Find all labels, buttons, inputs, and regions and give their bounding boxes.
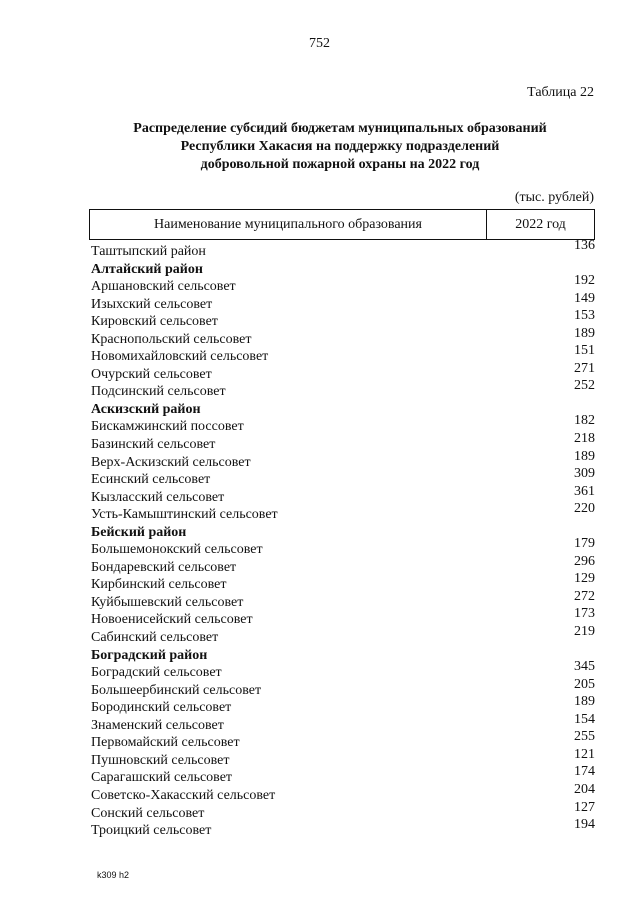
- table-row: [89, 799, 595, 821]
- table-row: [89, 624, 595, 646]
- municipality-name: Бородинский сельсовет: [91, 700, 232, 716]
- municipality-name: Первомайский сельсовет: [91, 735, 240, 751]
- title-line: Распределение субсидий бюджетам муниципальных образований: [133, 121, 547, 136]
- table-row: [89, 413, 595, 435]
- subsidy-value: 174: [574, 764, 595, 780]
- district-row: [89, 259, 595, 277]
- municipality-name: Большемонокский сельсовет: [91, 542, 263, 558]
- table-row: [89, 571, 595, 593]
- district-name: Алтайский район: [91, 261, 203, 277]
- name-column-header: Наименование муниципального образования: [90, 210, 487, 239]
- municipality-name: Очурский сельсовет: [91, 366, 212, 382]
- municipality-name: Новомихайловский сельсовет: [91, 349, 269, 365]
- district-row: [89, 645, 595, 663]
- subsidy-value: 205: [574, 676, 595, 692]
- municipality-name: Бискамжинский поссовет: [91, 419, 244, 435]
- table-row: [89, 501, 595, 523]
- municipality-name: Советско-Хакасский сельсовет: [91, 787, 276, 803]
- table-row: [89, 606, 595, 628]
- subsidy-value: 219: [574, 624, 595, 640]
- table-row: [89, 448, 595, 470]
- table-row: [89, 238, 595, 259]
- table-row: [89, 483, 595, 505]
- district-row: [89, 522, 595, 540]
- municipality-name: Есинский сельсовет: [91, 472, 211, 488]
- municipality-name: Бондаревский сельсовет: [91, 559, 237, 575]
- subsidy-value: 121: [574, 746, 595, 762]
- subsidy-value: 271: [574, 360, 595, 376]
- table-row: [89, 729, 595, 751]
- subsidy-value: 154: [574, 711, 595, 727]
- municipality-name: Куйбышевский сельсовет: [91, 594, 244, 610]
- table-row: [89, 431, 595, 453]
- municipality-name: Большеербинский сельсовет: [91, 682, 262, 698]
- page-number: 752: [309, 36, 330, 51]
- table-row: [89, 378, 595, 400]
- table-row: [89, 694, 595, 716]
- subsidy-value: 255: [574, 729, 595, 745]
- subsidy-value: 345: [574, 659, 595, 675]
- footer-code: k309 h2: [97, 870, 130, 880]
- table-row: [89, 711, 595, 733]
- subsidy-value: 189: [574, 448, 595, 464]
- table-row: [89, 659, 595, 681]
- table-row: [89, 676, 595, 698]
- subsidy-value: 127: [574, 799, 595, 815]
- subsidy-value: 136: [574, 238, 595, 253]
- municipality-name: Новоенисейский сельсовет: [91, 612, 253, 628]
- subsidy-value: 151: [574, 343, 595, 359]
- table-body: [89, 238, 595, 839]
- table-row: [89, 343, 595, 365]
- subsidy-value: 309: [574, 466, 595, 482]
- table-row: [89, 764, 595, 786]
- table-row: [89, 325, 595, 347]
- units-label: (тыс. рублей): [514, 190, 594, 205]
- subsidy-value: 218: [574, 431, 595, 447]
- subsidy-value: 220: [574, 501, 595, 517]
- district-name: Аскизский район: [91, 401, 201, 417]
- table-row: [89, 817, 595, 839]
- subsidy-value: 179: [574, 536, 595, 552]
- municipality-name: Таштыпский район: [91, 244, 206, 259]
- municipality-name: Сабинский сельсовет: [91, 630, 219, 646]
- title-line: добровольной пожарной охраны на 2022 год: [200, 157, 480, 172]
- table-row: [89, 588, 595, 610]
- subsidy-value: 361: [574, 483, 595, 499]
- municipality-name: Знаменский сельсовет: [91, 717, 224, 733]
- municipality-name: Кирбинский сельсовет: [91, 577, 227, 593]
- subsidy-value: 173: [574, 606, 595, 622]
- municipality-name: Аршановский сельсовет: [91, 279, 236, 295]
- municipality-name: Пушновский сельсовет: [91, 752, 230, 768]
- table-row: [89, 308, 595, 330]
- year-column-header: 2022 год: [515, 216, 566, 232]
- subsidy-value: 149: [574, 290, 595, 306]
- municipality-name: Сарагашский сельсовет: [91, 770, 233, 786]
- municipality-name: Усть-Камыштинский сельсовет: [91, 507, 278, 523]
- subsidy-value: 194: [574, 817, 595, 833]
- title-line: Республики Хакасия на поддержку подразделений: [180, 139, 500, 154]
- municipality-name: Изыхский сельсовет: [91, 296, 213, 312]
- table-row: [89, 360, 595, 382]
- district-name: Боградский район: [91, 647, 208, 663]
- table-row: [89, 466, 595, 488]
- subsidy-value: 189: [574, 325, 595, 341]
- table-header: [89, 209, 595, 240]
- municipality-name: Боградский сельсовет: [91, 665, 222, 681]
- subsidy-value: 252: [574, 378, 595, 394]
- subsidy-value: 153: [574, 308, 595, 324]
- table-row: [89, 781, 595, 803]
- district-row: [89, 399, 595, 417]
- table-label: Таблица 22: [527, 85, 594, 100]
- municipality-name: Базинский сельсовет: [91, 437, 216, 453]
- document-title: [60, 120, 620, 174]
- subsidy-value: 129: [574, 571, 595, 587]
- municipality-name: Подсинский сельсовет: [91, 384, 226, 400]
- table-row: [89, 290, 595, 312]
- table-row: [89, 746, 595, 768]
- table-row: [89, 536, 595, 558]
- municipality-name: Кызласский сельсовет: [91, 489, 225, 505]
- subsidy-value: 192: [574, 273, 595, 289]
- municipality-name: Троицкий сельсовет: [91, 823, 212, 839]
- subsidy-value: 296: [574, 553, 595, 569]
- subsidy-value: 204: [574, 781, 595, 797]
- subsidy-value: 189: [574, 694, 595, 710]
- municipality-name: Краснопольский сельсовет: [91, 331, 252, 347]
- municipality-name: Кировский сельсовет: [91, 314, 218, 330]
- table-row: [89, 553, 595, 575]
- municipality-name: Сонский сельсовет: [91, 805, 205, 821]
- table-row: [89, 273, 595, 295]
- subsidy-value: 272: [574, 588, 595, 604]
- subsidy-value: 182: [574, 413, 595, 429]
- municipality-name: Верх-Аскизский сельсовет: [91, 454, 251, 470]
- district-name: Бейский район: [91, 524, 187, 540]
